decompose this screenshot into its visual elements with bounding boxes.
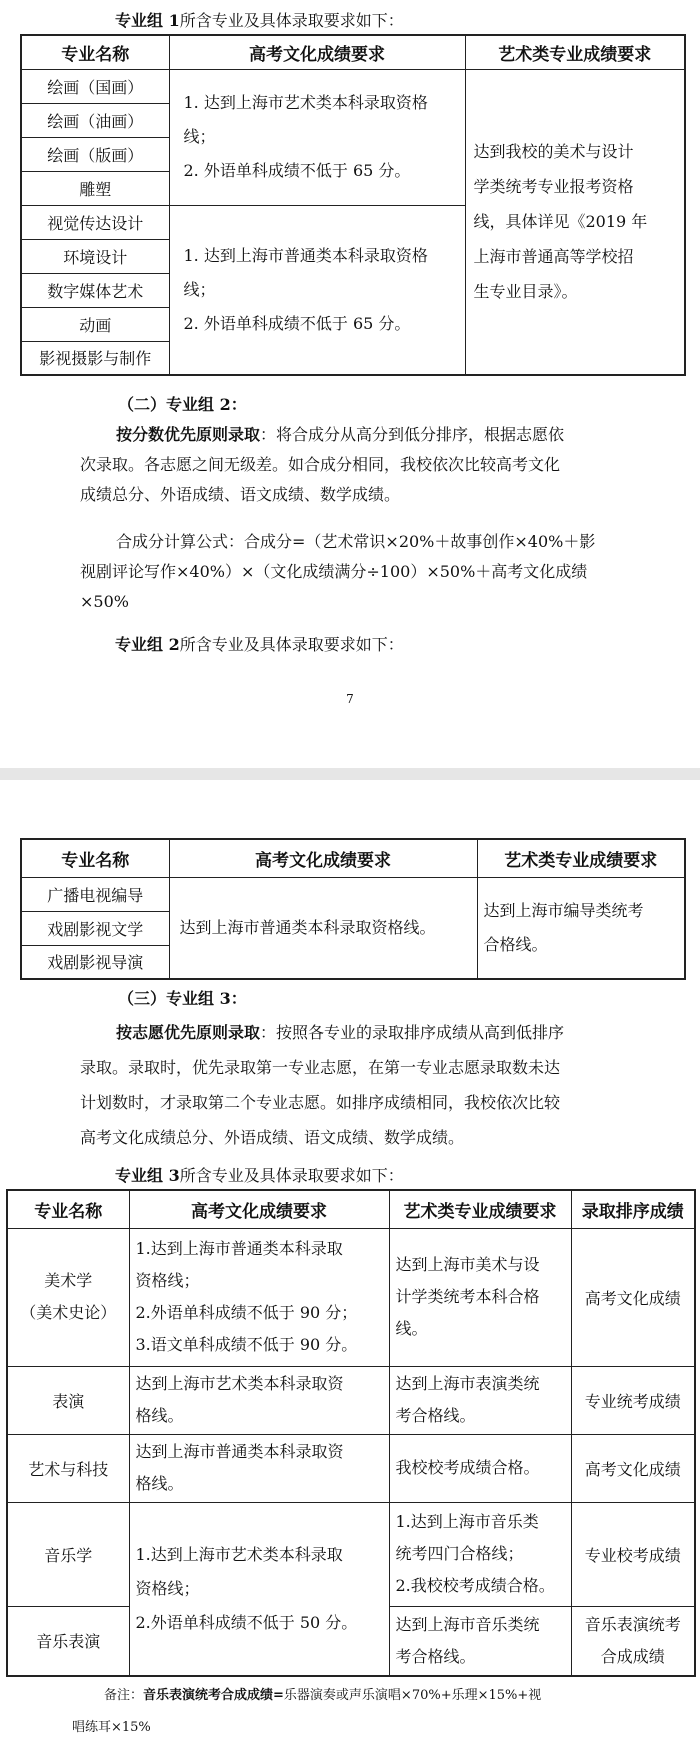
major-cell: 动画 xyxy=(21,307,169,341)
req-line: 2. 外语单科成绩不低于 65 分。 xyxy=(183,161,411,180)
culture-req-a xyxy=(169,69,465,205)
req-line: 2. 外语单科成绩不低于 65 分。 xyxy=(183,313,411,333)
footnote-line2: 唱练耳×15% xyxy=(72,1720,151,1735)
header-art: 艺术类专业成绩要求 xyxy=(389,1190,571,1228)
group3-intro-text: 所含专业及具体录取要求如下： xyxy=(179,1166,404,1185)
art-line: 达到上海市编导类统考 xyxy=(483,900,644,920)
formula-line: ×50% xyxy=(80,592,129,611)
header-major: 专业名称 xyxy=(21,839,169,877)
major-cell: 戏剧影视导演 xyxy=(21,945,169,979)
header-culture: 高考文化成绩要求 xyxy=(169,35,465,69)
header-art: 艺术类专业成绩要求 xyxy=(465,35,685,69)
footnote-prefix: 备注： xyxy=(104,1688,144,1703)
art-line: 学类统考专业报考资格 xyxy=(473,177,634,197)
table-row xyxy=(7,1502,695,1606)
art-line: 上海市普通高等学校招 xyxy=(473,247,634,267)
major-cell: 音乐学 xyxy=(7,1502,129,1606)
table-row xyxy=(21,877,685,911)
page-number: 7 xyxy=(346,692,354,706)
header-rank: 录取排序成绩 xyxy=(571,1190,695,1228)
footnote-text: 乐器演奏或声乐演唱×70%+乐理×15%+视 xyxy=(283,1688,542,1703)
art-line: 线，具体详见《2019 年 xyxy=(473,212,648,232)
culture-req xyxy=(129,1502,389,1676)
art-line: 统考四门合格线； xyxy=(395,1544,524,1563)
major-cell: 数字媒体艺术 xyxy=(21,273,169,307)
culture-req xyxy=(129,1434,389,1502)
art-req-cell xyxy=(477,877,685,979)
culture-req-b xyxy=(169,205,465,375)
section2-title: （二）专业组 2： xyxy=(118,395,247,414)
major-line: （美术史论） xyxy=(20,1303,117,1322)
section3-title: （三）专业组 3： xyxy=(118,989,247,1008)
art-req-cell xyxy=(389,1502,571,1606)
rank-cell: 专业统考成绩 xyxy=(571,1366,695,1434)
req-line: 1. 达到上海市艺术类本科录取资格 xyxy=(183,93,428,112)
art-line: 考合格线。 xyxy=(395,1646,476,1666)
major-cell: 绘画（国画） xyxy=(21,69,169,103)
major-cell: 雕塑 xyxy=(21,171,169,205)
req-line: 格线。 xyxy=(135,1406,184,1425)
req-line: 1.达到上海市艺术类本科录取 xyxy=(135,1544,343,1564)
para-line: 次录取。各志愿之间无级差。如合成分相同，我校依次比较高考文化 xyxy=(80,455,561,474)
para-line: 录取。录取时，优先录取第一专业志愿，在第一专业志愿录取数未达 xyxy=(80,1058,561,1077)
art-req-cell xyxy=(389,1606,571,1676)
major-cell: 绘画（油画） xyxy=(21,103,169,137)
group1-intro xyxy=(115,8,404,31)
art-line: 达到上海市音乐类统 xyxy=(395,1614,540,1634)
major-cell: 广播电视编导 xyxy=(21,877,169,911)
table-group1 xyxy=(20,34,686,376)
header-major: 专业名称 xyxy=(7,1190,129,1228)
group3-intro xyxy=(115,1163,404,1186)
art-line: 合格线。 xyxy=(483,934,548,954)
art-line: 计学类统考本科合格 xyxy=(395,1287,540,1306)
req-line: 资格线； xyxy=(135,1271,200,1290)
table-group3 xyxy=(6,1189,696,1677)
group1-label: 专业组 1 xyxy=(115,11,180,30)
art-line: 生专业目录》。 xyxy=(473,282,578,302)
req-line: 达到上海市艺术类本科录取资 xyxy=(135,1374,344,1393)
req-line: 线； xyxy=(183,279,216,299)
art-req-cell xyxy=(389,1366,571,1434)
major-line: 美术学 xyxy=(44,1271,93,1290)
req-line: 1. 达到上海市普通类本科录取资格 xyxy=(183,245,428,265)
group2-intro xyxy=(115,632,404,655)
art-req-cell xyxy=(389,1228,571,1366)
table-header-row xyxy=(21,839,685,877)
section3-paragraph xyxy=(80,1015,564,1155)
section2-bold-lead: 按分数优先原则录取 xyxy=(116,425,261,444)
section3-bold-lead: 按志愿优先原则录取 xyxy=(116,1023,261,1042)
table-row xyxy=(7,1434,695,1502)
major-cell: 音乐表演 xyxy=(7,1606,129,1676)
section2-paragraph xyxy=(80,420,564,510)
table-header-row xyxy=(7,1190,695,1228)
formula-paragraph xyxy=(80,527,595,617)
req-line: 格线。 xyxy=(135,1474,184,1493)
table-group2 xyxy=(20,838,686,980)
major-cell: 环境设计 xyxy=(21,239,169,273)
rank-cell: 专业校考成绩 xyxy=(571,1502,695,1606)
art-line: 考合格线。 xyxy=(395,1406,476,1425)
art-line: 达到上海市表演类统 xyxy=(395,1374,540,1393)
rank-line: 合成成绩 xyxy=(600,1646,665,1666)
para-line: 成绩总分、外语成绩、语文成绩、数学成绩。 xyxy=(80,485,401,504)
table-row xyxy=(7,1366,695,1434)
art-req-cell xyxy=(465,69,685,375)
table-row xyxy=(21,69,685,103)
req-line: 2.外语单科成绩不低于 90 分； xyxy=(135,1303,358,1322)
para-line: ：将合成分从高分到低分排序，根据志愿依 xyxy=(260,425,565,444)
art-line: 1.达到上海市音乐类 xyxy=(395,1512,539,1531)
header-culture: 高考文化成绩要求 xyxy=(129,1190,389,1228)
rank-cell: 高考文化成绩 xyxy=(571,1434,695,1502)
art-line: 达到上海市美术与设 xyxy=(395,1255,540,1274)
header-culture: 高考文化成绩要求 xyxy=(169,839,477,877)
major-cell: 艺术与科技 xyxy=(7,1434,129,1502)
rank-cell xyxy=(571,1606,695,1676)
req-line: 达到上海市普通类本科录取资 xyxy=(135,1442,344,1461)
major-cell: 戏剧影视文学 xyxy=(21,911,169,945)
formula-line: 合成分计算公式：合成分=（艺术常识×20%＋故事创作×40%＋影 xyxy=(116,532,596,551)
art-line: 线。 xyxy=(395,1319,428,1338)
formula-line: 视剧评论写作×40%）×（文化成绩满分÷100）×50%＋高考文化成绩 xyxy=(80,562,588,581)
header-major: 专业名称 xyxy=(21,35,169,69)
art-line: 2.我校校考成绩合格。 xyxy=(395,1576,555,1595)
req-line: 1.达到上海市普通类本科录取 xyxy=(135,1239,343,1258)
major-cell xyxy=(7,1228,129,1366)
rank-line: 音乐表演统考 xyxy=(584,1614,681,1634)
culture-req xyxy=(129,1228,389,1366)
req-line: 资格线； xyxy=(135,1578,200,1598)
req-line: 2.外语单科成绩不低于 50 分。 xyxy=(135,1612,358,1632)
major-cell: 视觉传达设计 xyxy=(21,205,169,239)
req-line: 线； xyxy=(183,127,216,146)
para-line: 计划数时，才录取第二个专业志愿。如排序成绩相同，我校依次比较 xyxy=(80,1093,561,1112)
rank-cell: 高考文化成绩 xyxy=(571,1228,695,1366)
table-header-row xyxy=(21,35,685,69)
para-line: 高考文化成绩总分、外语成绩、语文成绩、数学成绩。 xyxy=(80,1128,465,1147)
major-cell: 绘画（版画） xyxy=(21,137,169,171)
major-cell: 影视摄影与制作 xyxy=(21,341,169,375)
culture-req: 达到上海市普通类本科录取资格线。 xyxy=(169,877,477,979)
group3-label: 专业组 3 xyxy=(115,1166,180,1185)
culture-req xyxy=(129,1366,389,1434)
group2-label: 专业组 2 xyxy=(115,635,180,654)
art-req-cell: 我校校考成绩合格。 xyxy=(389,1434,571,1502)
group1-intro-text: 所含专业及具体录取要求如下： xyxy=(179,11,404,30)
major-cell: 表演 xyxy=(7,1366,129,1434)
art-line: 达到我校的美术与设计 xyxy=(473,142,634,162)
para-line: ：按照各专业的录取排序成绩从高到低排序 xyxy=(260,1023,565,1042)
header-art: 艺术类专业成绩要求 xyxy=(477,839,685,877)
footnote-bold: 音乐表演统考合成成绩= xyxy=(143,1688,284,1703)
group2-intro-text: 所含专业及具体录取要求如下： xyxy=(179,635,404,654)
footnote xyxy=(104,1684,541,1703)
req-line: 3.语文单科成绩不低于 90 分。 xyxy=(135,1335,358,1354)
page-separator xyxy=(0,768,700,780)
table-row xyxy=(7,1228,695,1366)
